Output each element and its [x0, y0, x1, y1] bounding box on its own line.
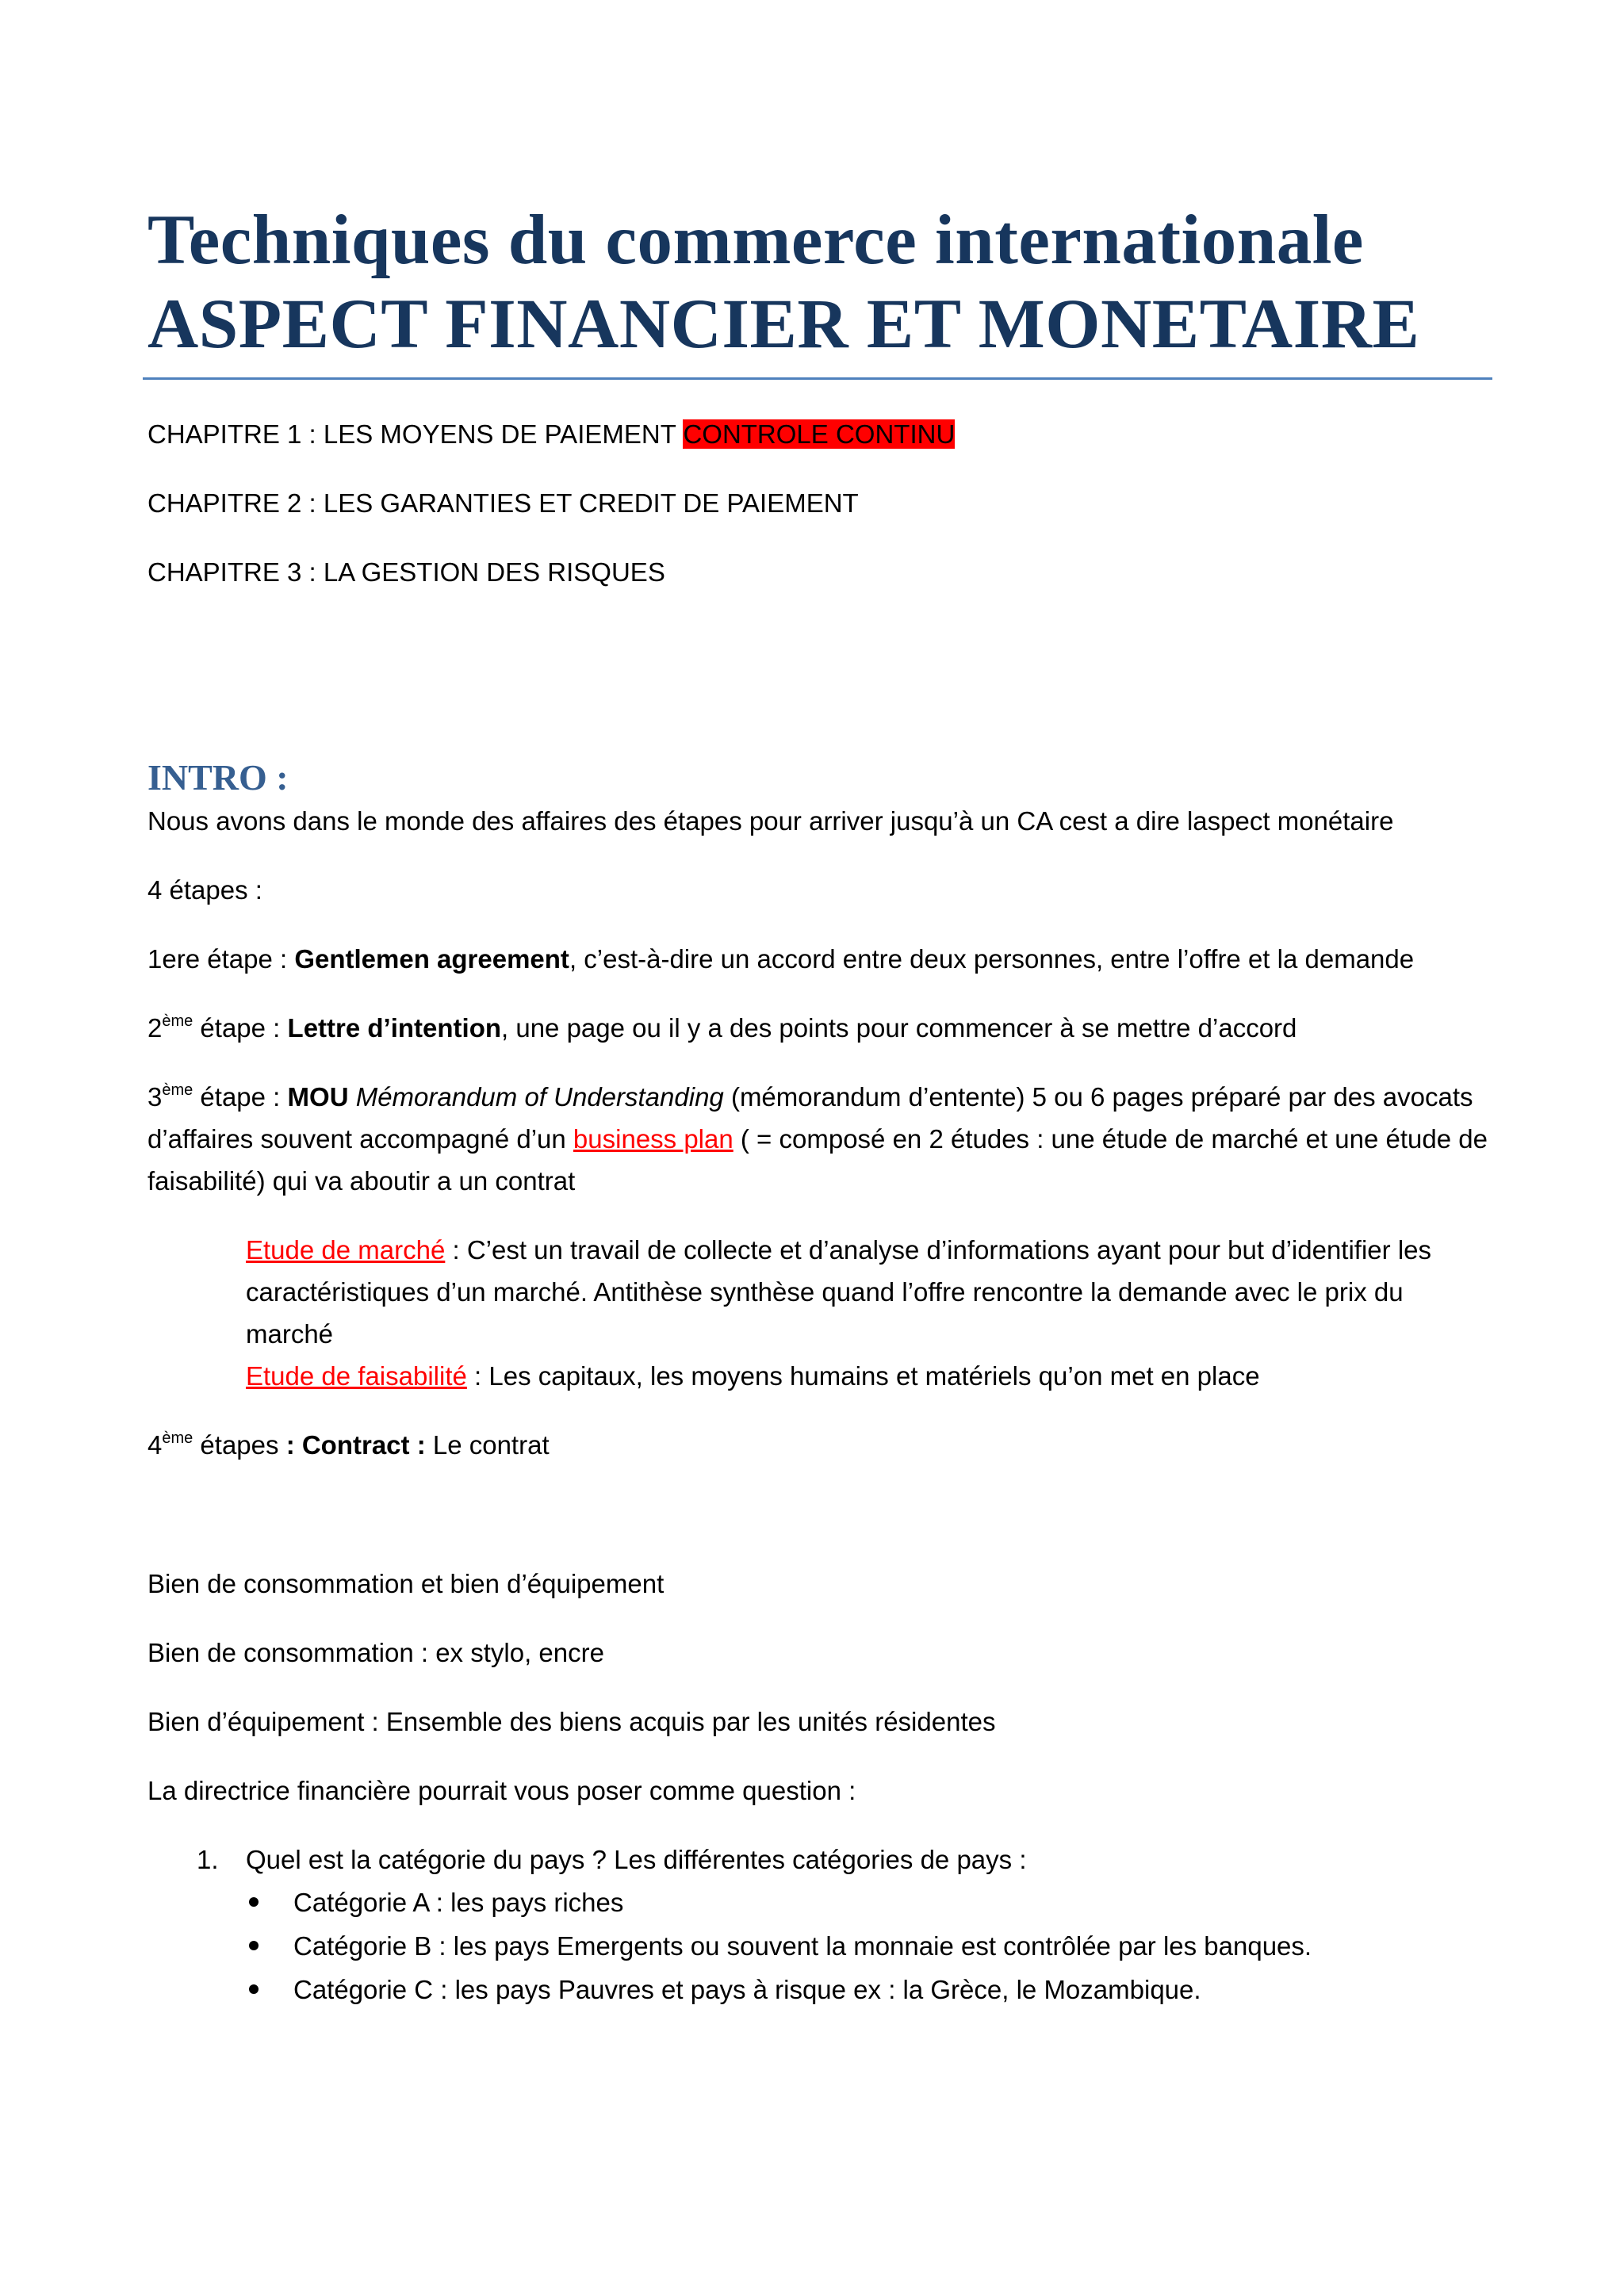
numbered-item-text: Quel est la catégorie du pays ? Les différentes catégories de pays : — [246, 1845, 1027, 1874]
step-1 — [147, 938, 1488, 980]
title-underline — [143, 377, 1492, 380]
document-content — [147, 198, 1488, 2011]
numbered-item-1 — [147, 1839, 1488, 1881]
step-3 — [147, 1076, 1488, 1202]
intro-line-1: Nous avons dans le monde des affaires des étapes pour arriver jusqu’à un CA cest a dire laspect monétaire — [147, 806, 1394, 836]
step-1-bold: Gentlemen agreement — [294, 944, 569, 974]
step-3-rest-1: (mémorandum d’entente) 5 ou 6 pages préparé par des avocats d’affaires souvent accompagné d’un — [147, 1082, 1473, 1154]
step-4-sup: ème — [162, 1429, 193, 1447]
category-bullet-list — [147, 1881, 1488, 2011]
step-1-prefix: 1ere étape : — [147, 944, 295, 974]
bullet-icon — [249, 1897, 259, 1907]
step-3-sup: ème — [162, 1081, 193, 1099]
step-4-bold: : Contract : — [285, 1430, 426, 1460]
four-steps-label: 4 étapes : — [147, 875, 262, 905]
chapter-2: CHAPITRE 2 : LES GARANTIES ET CREDIT DE PAIEMENT — [147, 488, 859, 518]
intro-body — [147, 800, 1488, 2011]
step-3-mid: étape : — [193, 1082, 288, 1112]
list-item — [293, 1924, 1488, 1968]
list-item — [293, 1881, 1488, 1924]
step-2-mid: étape : — [193, 1013, 288, 1043]
etude-faisabilite-link[interactable]: Etude de faisabilité — [246, 1361, 467, 1391]
step-2-num: 2 — [147, 1013, 163, 1043]
list-item — [293, 1968, 1488, 2011]
chapter-1-label: CHAPITRE 1 : LES MOYENS DE PAIEMENT — [147, 419, 684, 449]
step-4-mid: étapes — [193, 1430, 286, 1460]
step-2-rest: , une page ou il y a des points pour commencer à se mettre d’accord — [501, 1013, 1297, 1043]
etude-faisabilite — [246, 1355, 1488, 1397]
chapter-1-highlight: CONTROLE CONTINU — [683, 419, 956, 449]
chapter-3: CHAPITRE 3 : LA GESTION DES RISQUES — [147, 557, 665, 587]
bullet-icon — [249, 1941, 259, 1950]
biens-line-2: Bien de consommation : ex stylo, encre — [147, 1638, 604, 1667]
step-3-italic: Mémorandum of Understanding — [348, 1082, 724, 1112]
bullet-icon — [249, 1984, 259, 1994]
step-2-sup: ème — [162, 1012, 193, 1030]
etude-marche-text: : C’est un travail de collecte et d’analyse d’informations ayant pour but d’identifier les caractéristiques d’un marché. Antithèse synthèse quand l’offre rencontre la demande avec le prix du marché — [246, 1235, 1431, 1349]
step-4-num: 4 — [147, 1430, 163, 1460]
step-2-bold: Lettre d’intention — [287, 1013, 502, 1043]
biens-line-4: La directrice financière pourrait vous poser comme question : — [147, 1776, 856, 1805]
business-plan-link[interactable]: business plan — [573, 1124, 733, 1154]
biens-line-3: Bien d’équipement : Ensemble des biens acquis par les unités résidentes — [147, 1707, 996, 1736]
chapter-1 — [147, 413, 1488, 455]
etude-faisabilite-text: : Les capitaux, les moyens humains et matériels qu’on met en place — [466, 1361, 1260, 1391]
numbered-item-number: 1. — [197, 1845, 219, 1874]
title-line-1: Techniques du commerce internationale — [147, 201, 1364, 279]
title-line-2: ASPECT FINANCIER ET MONETAIRE — [147, 285, 1420, 363]
document-title — [147, 198, 1488, 366]
step-3-bold: MOU — [287, 1082, 349, 1112]
step-3-num: 3 — [147, 1082, 163, 1112]
intro-heading: INTRO : — [147, 757, 289, 798]
etudes-block — [147, 1229, 1488, 1397]
bullet-text: Catégorie A : les pays riches — [293, 1888, 624, 1917]
step-4-rest: Le contrat — [425, 1430, 550, 1460]
step-3-rest-2: ( = composé en 2 études : une étude de marché et une étude de faisabilité) qui va aboutir a un contrat — [147, 1124, 1488, 1196]
biens-line-1: Bien de consommation et bien d’équipement — [147, 1569, 665, 1598]
step-4 — [147, 1424, 1488, 1466]
chapter-list — [147, 413, 1488, 593]
step-2 — [147, 1007, 1488, 1049]
step-1-rest: , c’est-à-dire un accord entre deux personnes, entre l’offre et la demande — [569, 944, 1415, 974]
bullet-text: Catégorie B : les pays Emergents ou souvent la monnaie est contrôlée par les banques. — [293, 1931, 1312, 1961]
etude-marche — [246, 1229, 1488, 1355]
etude-marche-link[interactable]: Etude de marché — [246, 1235, 446, 1265]
bullet-text: Catégorie C : les pays Pauvres et pays à risque ex : la Grèce, le Mozambique. — [293, 1975, 1201, 2004]
spacer — [147, 1493, 1488, 1563]
